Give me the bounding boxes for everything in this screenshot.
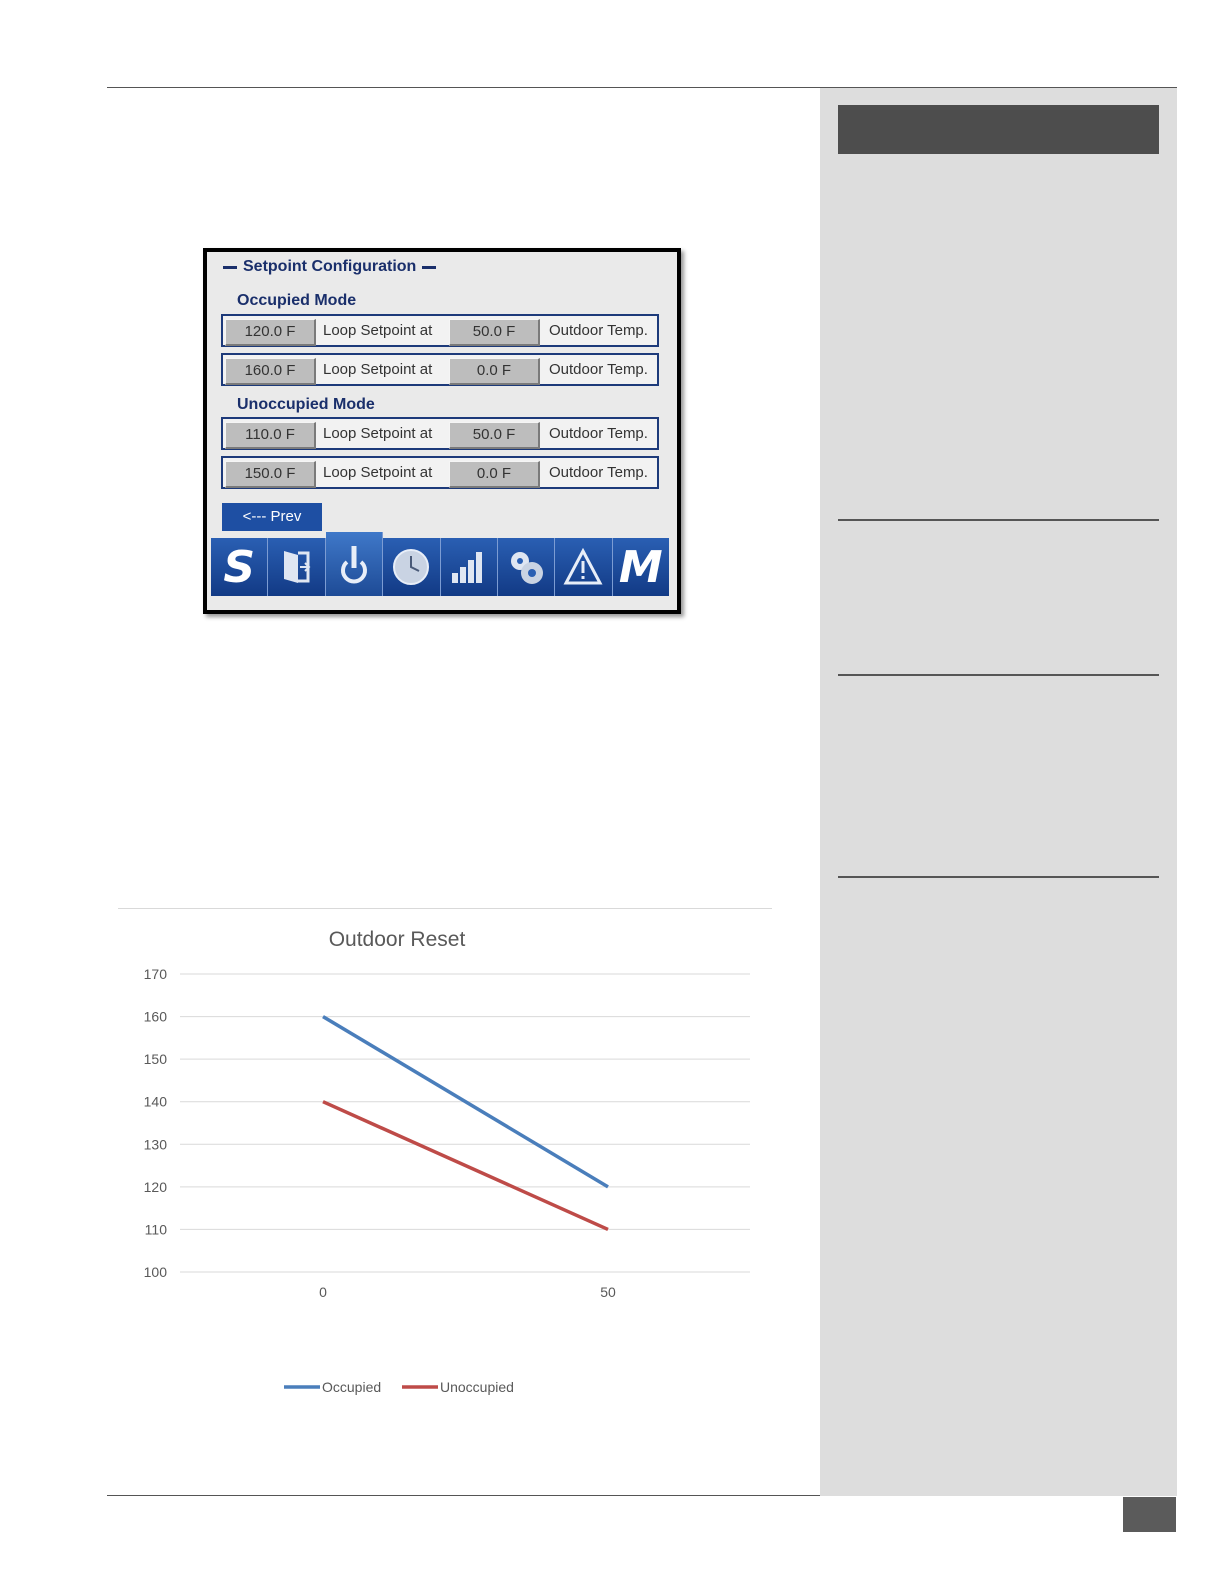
warning-icon[interactable] bbox=[555, 538, 612, 596]
sidebar-divider bbox=[838, 519, 1159, 521]
chart-frame-line bbox=[118, 908, 772, 909]
x-tick-label: 50 bbox=[600, 1284, 616, 1300]
legend-label-unoccupied: Unoccupied bbox=[440, 1379, 514, 1395]
outdoor-temp-label: Outdoor Temp. bbox=[549, 425, 648, 442]
y-tick-label: 160 bbox=[143, 1008, 167, 1025]
sidebar-panel bbox=[820, 88, 1177, 1496]
occupied-mode-label: Occupied Mode bbox=[237, 292, 357, 309]
prev-button[interactable]: <--- Prev bbox=[222, 503, 322, 531]
y-tick-label: 150 bbox=[143, 1051, 167, 1068]
legend-label-occupied: Occupied bbox=[322, 1379, 382, 1395]
y-tick-label: 120 bbox=[143, 1178, 167, 1195]
unoccupied-outdoor-1-button[interactable]: 50.0 F bbox=[449, 422, 540, 449]
occupied-setpoint-1-button[interactable]: 120.0 F bbox=[225, 319, 316, 346]
y-tick-label: 140 bbox=[143, 1093, 167, 1110]
clock-icon[interactable] bbox=[383, 538, 440, 596]
x-tick-label: 0 bbox=[319, 1284, 327, 1300]
panel-title bbox=[217, 258, 442, 276]
loop-setpoint-label: Loop Setpoint at bbox=[323, 425, 433, 442]
y-tick-label: 130 bbox=[143, 1136, 167, 1153]
nav-m-text: M bbox=[618, 541, 663, 593]
bar-graph-icon[interactable] bbox=[441, 538, 498, 596]
unoccupied-setpoint-2-button[interactable]: 150.0 F bbox=[225, 461, 316, 488]
manual-m-icon[interactable] bbox=[613, 538, 669, 596]
outdoor-temp-label: Outdoor Temp. bbox=[549, 464, 648, 481]
sidebar-header-bar bbox=[838, 105, 1159, 154]
outdoor-temp-label: Outdoor Temp. bbox=[549, 322, 648, 339]
series-line-unoccupied bbox=[323, 1102, 608, 1230]
occupied-outdoor-2-button[interactable]: 0.0 F bbox=[449, 358, 540, 385]
outdoor-temp-label: Outdoor Temp. bbox=[549, 361, 648, 378]
thermometer-icon[interactable] bbox=[326, 532, 383, 596]
bottom-rule bbox=[107, 1495, 820, 1496]
occupied-row-2 bbox=[221, 353, 659, 386]
loop-setpoint-label: Loop Setpoint at bbox=[323, 361, 433, 378]
nav-s-text: S bbox=[223, 541, 256, 593]
navigation-icon-bar bbox=[211, 538, 669, 596]
unoccupied-outdoor-2-button[interactable]: 0.0 F bbox=[449, 461, 540, 488]
unoccupied-row-2 bbox=[221, 456, 659, 489]
sidebar-divider bbox=[838, 674, 1159, 676]
gears-icon[interactable] bbox=[498, 538, 555, 596]
outdoor-reset-chart bbox=[118, 910, 772, 1450]
y-tick-label: 100 bbox=[143, 1264, 167, 1280]
y-tick-label: 110 bbox=[144, 1221, 167, 1238]
status-s-icon[interactable] bbox=[211, 538, 268, 596]
unoccupied-mode-label: Unoccupied Mode bbox=[237, 396, 375, 413]
occupied-row-1 bbox=[221, 314, 659, 347]
door-exit-icon[interactable] bbox=[268, 538, 325, 596]
panel-title-text: Setpoint Configuration bbox=[243, 258, 417, 275]
occupied-outdoor-1-button[interactable]: 50.0 F bbox=[449, 319, 540, 346]
sidebar-divider bbox=[838, 876, 1159, 878]
unoccupied-row-1 bbox=[221, 417, 659, 450]
setpoint-configuration-panel bbox=[203, 248, 681, 614]
occupied-setpoint-2-button[interactable]: 160.0 F bbox=[225, 358, 316, 385]
chart-title: Outdoor Reset bbox=[328, 928, 466, 951]
y-tick-label: 170 bbox=[143, 966, 167, 982]
page-number-tab bbox=[1123, 1497, 1176, 1532]
loop-setpoint-label: Loop Setpoint at bbox=[323, 464, 433, 481]
unoccupied-setpoint-1-button[interactable]: 110.0 F bbox=[225, 422, 316, 449]
loop-setpoint-label: Loop Setpoint at bbox=[323, 322, 433, 339]
